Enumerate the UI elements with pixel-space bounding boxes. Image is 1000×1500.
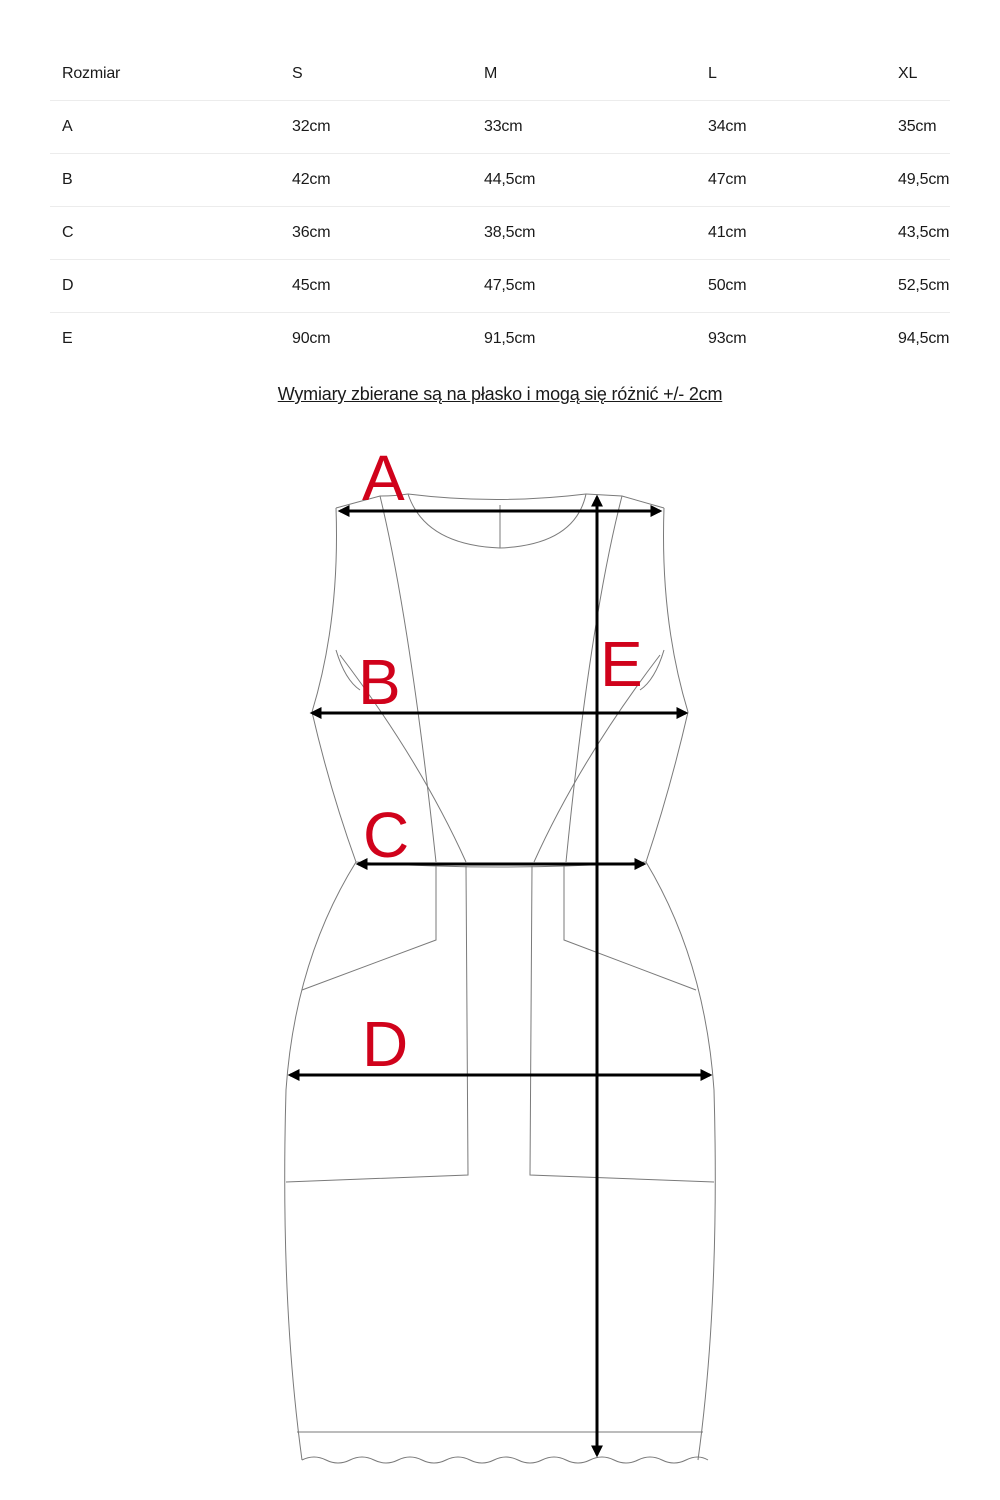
header-cell: Rozmiar xyxy=(50,48,280,101)
header-cell: M xyxy=(472,48,696,101)
table-cell: 44,5cm xyxy=(472,154,696,207)
table-cell: 43,5cm xyxy=(886,207,950,260)
header-cell: L xyxy=(696,48,886,101)
label-d: D xyxy=(362,1008,409,1080)
label-b: B xyxy=(358,646,401,718)
table-cell: 94,5cm xyxy=(898,330,950,347)
header-cell: S xyxy=(280,48,472,101)
table-cell: 36cm xyxy=(280,207,472,260)
table-cell: B xyxy=(50,154,280,207)
measurement-note: Wymiary zbierane są na płasko i mogą się różnić +/- 2cm xyxy=(277,384,723,404)
label-a: A xyxy=(362,442,405,514)
table-cell: 47,5cm xyxy=(472,260,696,313)
table-cell: 41cm xyxy=(696,207,886,260)
table-cell: 47cm xyxy=(696,154,886,207)
table-cell: 38,5cm xyxy=(472,207,696,260)
table-cell: 35cm xyxy=(886,101,950,154)
table-cell: E xyxy=(62,330,73,347)
table-cell: 90cm xyxy=(292,330,331,347)
label-e: E xyxy=(600,628,643,700)
table-cell: 33cm xyxy=(472,101,696,154)
header-cell: XL xyxy=(886,48,950,101)
table-cell: D xyxy=(50,260,280,313)
table-cell: 52,5cm xyxy=(886,260,950,313)
table-cell: 34cm xyxy=(696,101,886,154)
table-cell: A xyxy=(50,101,280,154)
table-cell: C xyxy=(50,207,280,260)
table-cell: 50cm xyxy=(696,260,886,313)
table-cell: 91,5cm xyxy=(484,330,536,347)
label-c: C xyxy=(363,799,410,871)
table-cell: 42cm xyxy=(280,154,472,207)
table-cell: 32cm xyxy=(280,101,472,154)
table-cell: 49,5cm xyxy=(886,154,950,207)
neckline xyxy=(408,494,586,548)
table-cell: 45cm xyxy=(280,260,472,313)
table-cell: 93cm xyxy=(708,330,747,347)
dress-outline xyxy=(285,494,716,1463)
measurement-lines xyxy=(290,497,710,1455)
